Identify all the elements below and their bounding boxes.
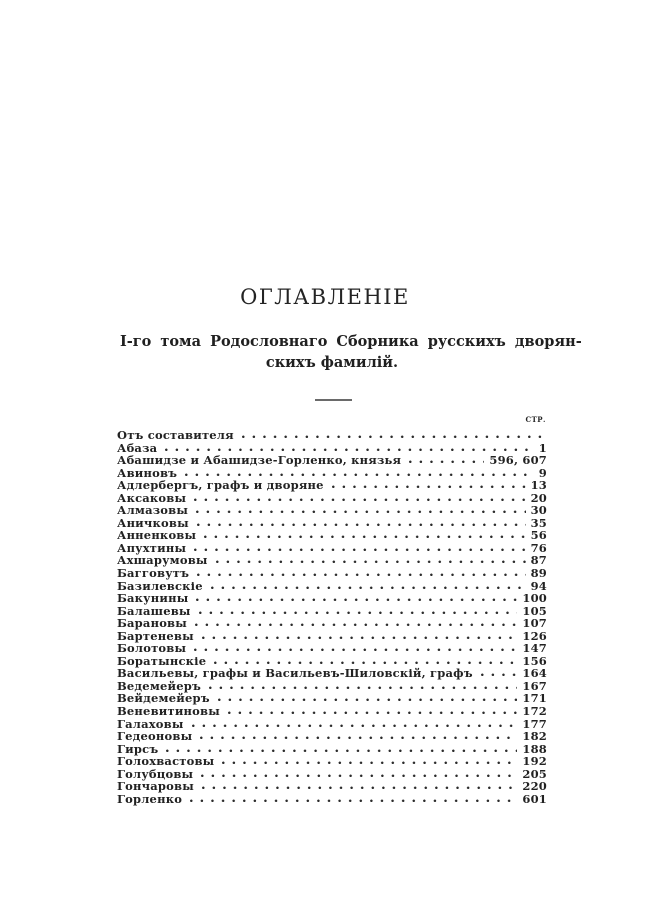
toc-entry-pages: 89 bbox=[530, 566, 547, 581]
toc-row bbox=[117, 729, 547, 742]
toc-entry-pages: 56 bbox=[530, 528, 547, 543]
dot-leader bbox=[228, 707, 517, 715]
toc-entry-name: Алмазовы bbox=[117, 503, 189, 518]
dot-leader bbox=[214, 657, 517, 665]
table-of-contents bbox=[117, 428, 547, 804]
toc-entry-name: Галаховы bbox=[117, 716, 184, 731]
toc-entry-pages: 205 bbox=[522, 766, 547, 781]
dot-leader bbox=[409, 456, 484, 464]
volume-subtitle bbox=[120, 331, 582, 373]
toc-entry-pages: 94 bbox=[530, 578, 547, 593]
dot-leader bbox=[194, 644, 517, 652]
separator-rule bbox=[315, 399, 352, 401]
dot-leader bbox=[196, 594, 517, 602]
toc-row bbox=[117, 717, 547, 730]
toc-entry-name: Голубцовы bbox=[117, 766, 194, 781]
toc-row bbox=[117, 503, 547, 516]
toc-entry-name: Балашевы bbox=[117, 603, 191, 618]
page-column-header: стр. bbox=[525, 413, 546, 425]
toc-row bbox=[117, 754, 547, 767]
toc-entry-pages: 192 bbox=[522, 754, 547, 769]
toc-entry-pages: 172 bbox=[522, 704, 547, 719]
toc-entry-name: Гирсъ bbox=[117, 741, 159, 756]
toc-entry-name: Васильевы, графы и Васильевъ-Шиловскій, графъ bbox=[117, 666, 473, 681]
dot-leader bbox=[242, 431, 542, 439]
toc-entry-pages: 30 bbox=[530, 503, 547, 518]
toc-entry-pages: 100 bbox=[522, 591, 547, 606]
toc-row bbox=[117, 691, 547, 704]
toc-row bbox=[117, 541, 547, 554]
toc-entry-pages: 601 bbox=[522, 791, 547, 806]
toc-entry-name: Вейдемейеръ bbox=[117, 691, 210, 706]
toc-entry-name: Багговутъ bbox=[117, 566, 190, 581]
page-title: ОГЛАВЛЕНІЕ bbox=[240, 285, 410, 309]
dot-leader bbox=[194, 544, 525, 552]
dot-leader bbox=[202, 782, 517, 790]
dot-leader bbox=[199, 607, 518, 615]
toc-entry-name: Барановы bbox=[117, 616, 187, 631]
toc-row bbox=[117, 604, 547, 617]
toc-row bbox=[117, 792, 547, 805]
dot-leader bbox=[185, 469, 534, 477]
toc-entry-pages: 107 bbox=[522, 616, 547, 631]
volume-subtitle-line1: І-го тома Родословнаго Сборника русскихъ дворян- bbox=[120, 333, 582, 350]
toc-entry-pages: 147 bbox=[522, 641, 547, 656]
toc-row bbox=[117, 466, 547, 479]
toc-entry-name: Апухтины bbox=[117, 540, 187, 555]
toc-entry-name: Аничковы bbox=[117, 515, 189, 530]
toc-row bbox=[117, 641, 547, 654]
toc-entry-name: Гончаровы bbox=[117, 779, 194, 794]
toc-row bbox=[117, 654, 547, 667]
toc-row bbox=[117, 767, 547, 780]
dot-leader bbox=[211, 582, 526, 590]
toc-row bbox=[117, 679, 547, 692]
toc-entry-pages: 20 bbox=[530, 490, 547, 505]
toc-entry-pages: 126 bbox=[522, 628, 547, 643]
toc-row bbox=[117, 579, 547, 592]
dot-leader bbox=[192, 720, 518, 728]
toc-entry-name: Адлербергъ, графъ и дворяне bbox=[117, 478, 324, 493]
toc-entry-pages: 156 bbox=[522, 653, 547, 668]
toc-entry-pages: 220 bbox=[522, 779, 547, 794]
toc-entry-pages: 188 bbox=[522, 741, 547, 756]
toc-row bbox=[117, 742, 547, 755]
toc-row bbox=[117, 428, 547, 441]
dot-leader bbox=[216, 556, 526, 564]
toc-row bbox=[117, 704, 547, 717]
toc-entry-pages: 167 bbox=[522, 678, 547, 693]
dot-leader bbox=[218, 694, 518, 702]
dot-leader bbox=[481, 669, 518, 677]
toc-row bbox=[117, 779, 547, 792]
dot-leader bbox=[194, 494, 525, 502]
toc-entry-pages: 596, 607 bbox=[489, 453, 547, 468]
dot-leader bbox=[197, 519, 526, 527]
toc-entry-name: Боратынскіе bbox=[117, 653, 207, 668]
toc-entry-name: Болотовы bbox=[117, 641, 187, 656]
toc-entry-name: Аксаковы bbox=[117, 490, 187, 505]
dot-leader bbox=[166, 745, 517, 753]
toc-row bbox=[117, 666, 547, 679]
toc-entry-name: Голохвастовы bbox=[117, 754, 215, 769]
toc-entry-pages: 76 bbox=[530, 540, 547, 555]
toc-entry-pages: 87 bbox=[530, 553, 547, 568]
toc-row bbox=[117, 491, 547, 504]
toc-entry-name: Гедеоновы bbox=[117, 729, 193, 744]
toc-entry-pages: 105 bbox=[522, 603, 547, 618]
dot-leader bbox=[196, 506, 526, 514]
dot-leader bbox=[222, 757, 517, 765]
toc-row bbox=[117, 516, 547, 529]
toc-entry-pages: 182 bbox=[522, 729, 547, 744]
toc-row bbox=[117, 478, 547, 491]
toc-row bbox=[117, 566, 547, 579]
toc-entry-name: Ведемейеръ bbox=[117, 678, 202, 693]
toc-entry-name: Горленко bbox=[117, 791, 183, 806]
dot-leader bbox=[201, 770, 517, 778]
toc-entry-pages: 13 bbox=[530, 478, 547, 493]
dot-leader bbox=[332, 481, 526, 489]
toc-row bbox=[117, 528, 547, 541]
dot-leader bbox=[190, 795, 517, 803]
toc-entry-name: Отъ составителя bbox=[117, 428, 234, 442]
toc-entry-name: Абашидзе и Абашидзе-Горленко, князья bbox=[117, 453, 402, 468]
dot-leader bbox=[204, 531, 525, 539]
dot-leader bbox=[197, 569, 525, 577]
toc-entry-name: Бакунины bbox=[117, 591, 189, 606]
toc-row bbox=[117, 553, 547, 566]
volume-subtitle-line2: скихъ фамилій. bbox=[265, 354, 399, 371]
dot-leader bbox=[165, 444, 534, 452]
dot-leader bbox=[200, 732, 517, 740]
toc-entry-name: Базилевскіе bbox=[117, 578, 203, 593]
dot-leader bbox=[195, 619, 517, 627]
toc-entry-name: Абаза bbox=[117, 440, 158, 455]
toc-entry-pages: 177 bbox=[522, 716, 547, 731]
toc-entry-name: Авиновъ bbox=[117, 465, 178, 480]
toc-row bbox=[117, 453, 547, 466]
toc-entry-pages: 171 bbox=[522, 691, 547, 706]
toc-entry-name: Веневитиновы bbox=[117, 704, 220, 719]
toc-entry-pages: 9 bbox=[538, 465, 547, 480]
toc-entry-name: Ахшарумовы bbox=[117, 553, 208, 568]
toc-entry-pages: 35 bbox=[530, 515, 547, 530]
dot-leader bbox=[209, 682, 517, 690]
toc-row bbox=[117, 441, 547, 454]
toc-entry-pages: 1 bbox=[538, 440, 547, 455]
toc-row bbox=[117, 591, 547, 604]
toc-row bbox=[117, 629, 547, 642]
toc-row bbox=[117, 616, 547, 629]
toc-entry-name: Бартеневы bbox=[117, 628, 194, 643]
dot-leader bbox=[202, 632, 518, 640]
toc-entry-name: Анненковы bbox=[117, 528, 197, 543]
toc-entry-pages: 164 bbox=[522, 666, 547, 681]
